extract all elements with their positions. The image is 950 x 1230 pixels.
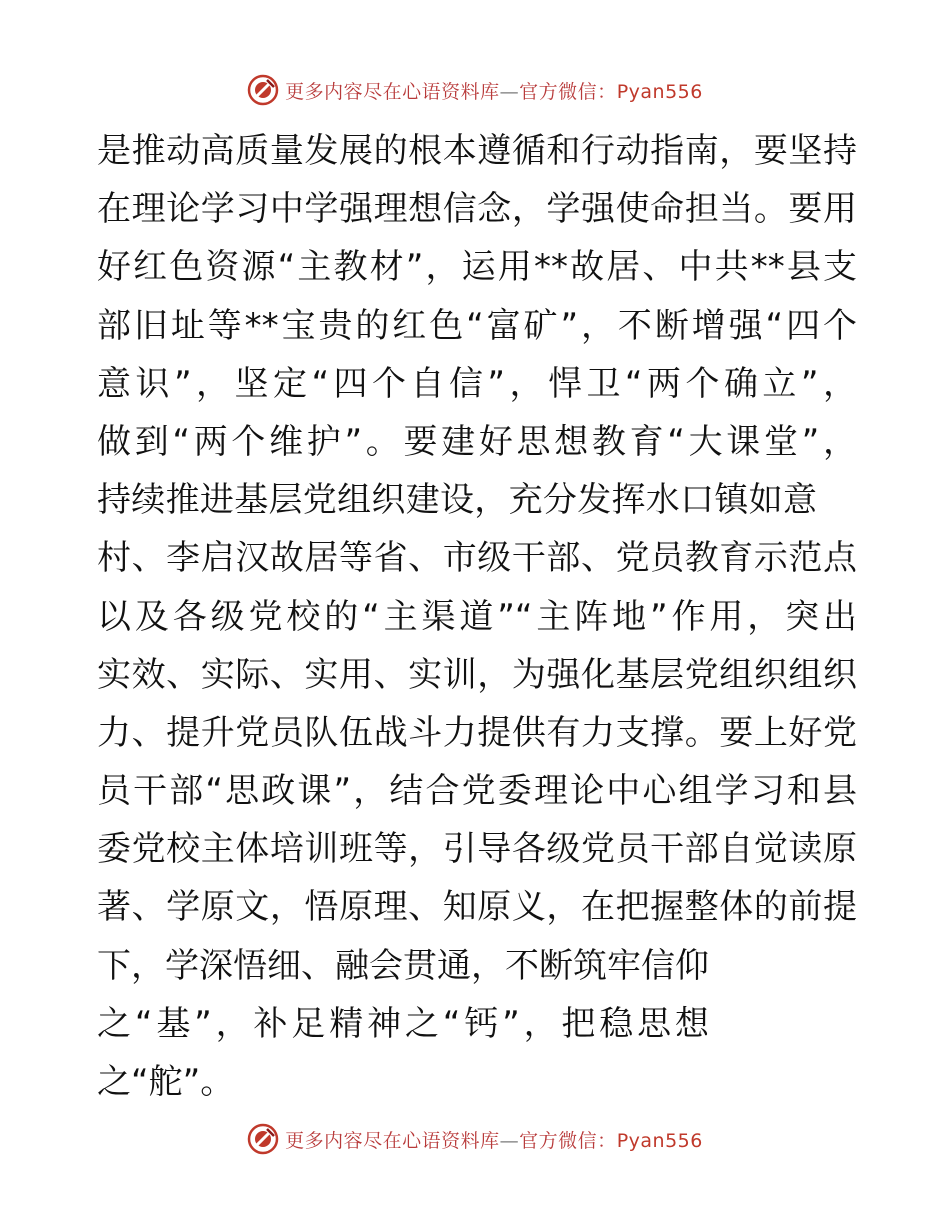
paragraph-line-17: 之“舵”。 [97,1062,235,1102]
paragraph-line-12: 员干部“思政课”，结合党委理论中心组学习和县 [97,771,857,812]
footer-banner-text [285,1126,703,1153]
header-banner-wechat-id: Pyan556 [616,80,703,103]
document-body [97,122,857,1111]
paragraph-line-5: 意识”，坚定“四个自信”，悍卫“两个确立”， [97,363,857,404]
header-banner-contact-label: 官方微信： [519,80,617,103]
paragraph-line-14: 著、学原文，悟原理、知原义，在把握整体的前提 [97,887,857,928]
header-banner-slogan: 更多内容尽在心语资料库 [285,80,500,103]
paragraph-line-7: 持续推进基层党组织建设，充分发挥水口镇如意 [97,480,817,521]
paragraph-line-15: 下，学深悟细、融会贯通，不断筑牢信仰 [97,945,709,986]
paragraph-line-1: 是推动高质量发展的根本遵循和行动指南，要坚持 [97,131,857,171]
header-banner-separator: — [499,80,520,103]
paragraph-line-2: 在理论学习中学强理想信念，学强使命担当。要用 [97,189,857,230]
red-circular-logo-icon [247,74,279,106]
paragraph-line-16: 之“基”，补足精神之“钙”，把稳思想 [97,1003,709,1044]
footer-banner [0,1119,950,1159]
footer-banner-slogan: 更多内容尽在心语资料库 [285,1129,500,1152]
footer-banner-wechat-id: Pyan556 [616,1129,703,1152]
footer-banner-separator: — [499,1129,520,1152]
footer-banner-contact-label: 官方微信： [519,1129,617,1152]
paragraph-line-8: 村、李启汉故居等省、市级干部、党员教育示范点 [97,538,857,579]
header-banner-text [285,77,703,104]
paragraph-line-10: 实效、实际、实用、实训，为强化基层党组织组织 [97,654,857,695]
header-banner [0,70,950,110]
paragraph-line-3: 好红色资源“主教材”，运用**故居、中共**县支 [97,247,857,288]
red-circular-logo-icon [247,1123,279,1155]
paragraph-line-6: 做到“两个维护”。要建好思想教育“大课堂”， [97,421,857,462]
paragraph-line-9: 以及各级党校的“主渠道”“主阵地”作用，突出 [97,596,857,637]
paragraph-line-13: 委党校主体培训班等，引导各级党员干部自觉读原 [97,829,857,870]
paragraph-line-11: 力、提升党员队伍战斗力提供有力支撑。要上好党 [97,712,857,753]
paragraph-line-4: 部旧址等**宝贵的红色“富矿”，不断增强“四个 [97,305,857,346]
